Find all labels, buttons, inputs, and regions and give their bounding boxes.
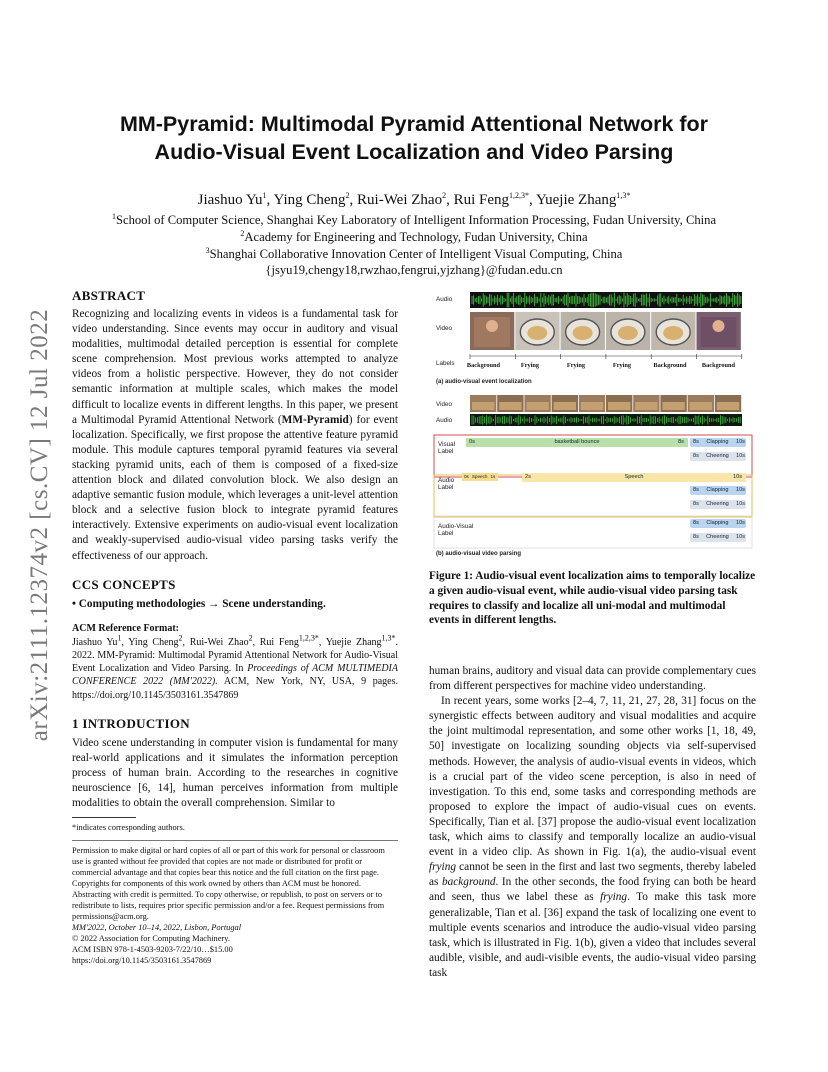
av-label-title: Audio-Visual Label bbox=[438, 523, 474, 537]
copyright: © 2022 Association for Computing Machinery. bbox=[72, 934, 230, 944]
author-emails: {jsyu19,chengy18,rwzhao,fengrui,yjzhang}@fudan.edu.cn bbox=[265, 263, 563, 277]
ref-author: Jiashuo Yu bbox=[72, 636, 118, 648]
audio-pill-2-text bbox=[693, 500, 745, 508]
acm-ref-text: Jiashuo Yu$^1$, Ying Cheng$^2$, Rui-Wei Zhao$^2$, Rui Feng$^{1,2,3*}$, Yuejie Zhang$^{1,3*}$. 2022. MM-Pyramid: Multimodal Pyramid Attentional Network for Audio-Visual Event Localization and Video Parsing. In Proceedings of ACM MULTIMEDIA CONFERENCE 2022 (MM'2022). ACM, New York, NY, USA, 9 pages. https://doi.org/10.1145/3503161.3547869 bbox=[72, 633, 399, 701]
title-line-2: Audio-Visual Event Localization and Video Parsing bbox=[154, 140, 674, 164]
ref-part: ACM, New York, NY, USA, 9 pages. https://doi.org/10.1145/3503161.3547869 bbox=[72, 676, 398, 701]
p2-em: background bbox=[441, 876, 496, 889]
pill-start: 8s bbox=[693, 520, 699, 526]
abstract-bold: MM-Pyramid bbox=[281, 413, 349, 426]
author-sup: 1,2,3* bbox=[509, 191, 530, 200]
video-frames-b bbox=[470, 395, 741, 412]
right-column bbox=[429, 664, 756, 981]
segment-label: Background bbox=[653, 362, 687, 369]
doi: https://doi.org/10.1145/3503161.3547869 bbox=[72, 956, 212, 966]
ref-author: Ying Cheng bbox=[128, 636, 179, 648]
frame-court bbox=[690, 402, 712, 410]
frame-court bbox=[662, 402, 684, 410]
visual-bar-end: 8s bbox=[678, 439, 684, 445]
audio-bar-name: Speech bbox=[624, 474, 644, 480]
frame-food bbox=[573, 326, 593, 340]
pill-end: 1s bbox=[490, 474, 496, 479]
author: Rui-Wei Zhao bbox=[357, 192, 443, 208]
arxiv-sidebar bbox=[20, 290, 60, 760]
author-sup: 1 bbox=[262, 191, 267, 200]
ref-author: Yuejie Zhang bbox=[325, 636, 382, 648]
segment-label: Frying bbox=[566, 362, 586, 369]
affil-text: Academy for Engineering and Technology, Fudan University, China bbox=[244, 230, 588, 244]
pill-end: 10s bbox=[735, 439, 745, 445]
ref-sup: 1,3* bbox=[381, 633, 396, 643]
author: Jiashuo Yu bbox=[197, 192, 263, 208]
pill-end: 10s bbox=[735, 453, 745, 459]
frame-person bbox=[486, 320, 498, 332]
row-label-video: Video bbox=[436, 325, 452, 332]
visual-pill-1-text bbox=[693, 438, 745, 446]
audio-pill-1-text bbox=[693, 486, 745, 494]
frame-court bbox=[499, 402, 521, 410]
affil-sup: 2 bbox=[240, 228, 245, 238]
visual-bar-name: basketball bounce bbox=[554, 439, 600, 445]
audio-small-text bbox=[464, 473, 495, 481]
figure-caption: Figure 1: Audio-visual event localization aims to temporally localize a given audio-visual event, while audio-visual video parsing task requires to classify and localize all uni-modal and multimodal events in different lengths. bbox=[429, 570, 756, 627]
caption-b: (b) audio-visual video parsing bbox=[436, 551, 522, 557]
video-frames-a bbox=[470, 312, 741, 350]
permission-block bbox=[72, 840, 398, 966]
pill-start: 0s bbox=[464, 474, 469, 479]
author-sup: 1,3* bbox=[616, 191, 631, 200]
intro-right-p2 bbox=[429, 694, 756, 981]
row-label-audio-b: Audio bbox=[436, 417, 453, 424]
ref-sup: 2 bbox=[248, 633, 253, 643]
pill-end: 10s bbox=[735, 487, 745, 493]
frame-person bbox=[713, 320, 725, 332]
isbn: ACM ISBN 978-1-4503-9203-7/22/10…$15.00 bbox=[72, 945, 233, 955]
p2-part: . In the other seconds, the food frying can both be heard and seen, thus we label these as bbox=[429, 876, 756, 904]
row-label-video-b: Video bbox=[436, 401, 452, 408]
affiliation bbox=[60, 246, 768, 262]
pill-start: 8s bbox=[693, 501, 699, 507]
pill-name: Cheering bbox=[706, 501, 729, 507]
frame-court bbox=[472, 402, 494, 410]
pill-name: Cheering bbox=[706, 534, 729, 540]
audio-waveform-b bbox=[470, 414, 742, 426]
audio-bar-end: 10s bbox=[733, 474, 743, 480]
author-list: Jiashuo Yu$^1$, Ying Cheng$^2$, Rui-Wei Zhao$^2$, Rui Feng$^{1,2,3*}$, Yuejie Zhang$^{1,3*}$ bbox=[197, 191, 631, 208]
row-label-audio: Audio bbox=[436, 296, 453, 303]
pill-name: Clapping bbox=[706, 439, 729, 445]
author: Rui Feng bbox=[453, 192, 510, 208]
segment-label: Frying bbox=[520, 362, 540, 369]
author-sup: 2 bbox=[345, 191, 350, 200]
av-pill-1-text bbox=[693, 519, 745, 527]
ccs-item: • Computing methodologies → Scene understanding. bbox=[72, 597, 326, 610]
p2-part: cannot be seen in the first and last two segments, thereby labeled as bbox=[429, 861, 756, 889]
row-label-labels: Labels bbox=[436, 360, 455, 367]
pill-end: 10s bbox=[735, 534, 745, 540]
venue-italic: MM'2022, October 10–14, 2022, Lisbon, Portugal bbox=[72, 923, 242, 933]
abstract-heading: ABSTRACT bbox=[72, 288, 146, 303]
footnote-rule bbox=[72, 817, 136, 818]
intro-heading: 1 INTRODUCTION bbox=[72, 715, 190, 731]
segment-ticks bbox=[470, 354, 742, 359]
frame-court bbox=[717, 402, 739, 410]
figure-1 bbox=[432, 290, 754, 560]
intro-left-text: Video scene understanding in computer vision is fundamental for many real-world applications and it simulates the information perception process of human brain. According to the researches in cognitive neuroscience [6, 14], human perceives information from multiple modalities to obtain the overall comprehension. Similar to bbox=[72, 736, 398, 810]
arxiv-id: arXiv:2111.12374v2 [cs.CV] 12 Jul 2022 bbox=[26, 308, 53, 742]
visual-label-title: Visual Label bbox=[438, 441, 456, 455]
audio-bar-start: 2s bbox=[525, 474, 531, 480]
pill-end: 10s bbox=[735, 520, 745, 526]
frame-court bbox=[635, 402, 657, 410]
left-column bbox=[72, 288, 398, 966]
pill-name: Speech bbox=[471, 474, 488, 479]
pill-name: Cheering bbox=[706, 453, 729, 459]
caption-a: (a) audio-visual event localization bbox=[436, 379, 532, 385]
intro-right-p1: human brains, auditory and visual data can provide complementary cues from different perspectives for machine video understanding. bbox=[429, 665, 756, 693]
abstract-text bbox=[72, 307, 398, 564]
affiliation bbox=[60, 229, 768, 245]
ref-sup: 1,2,3* bbox=[298, 633, 319, 643]
segment-label: Background bbox=[701, 362, 736, 369]
frame-court bbox=[554, 402, 576, 410]
paper-title bbox=[60, 110, 768, 166]
pill-start: 8s bbox=[693, 487, 699, 493]
pill-name: Clapping bbox=[706, 520, 729, 526]
p2-part: . To make this task more generalizable, Tian et al. [36] expand the task of localizing one event to multiple events scenarios and introduce the audio-visual video parsing task, which is illustrated in Fig. 1(b), given a video that includes several audible, visible, and audi-visible events, the audio-visual video parsing task bbox=[429, 891, 756, 979]
frame-court bbox=[526, 402, 548, 410]
affil-sup: 1 bbox=[111, 211, 116, 221]
abstract-part: Recognizing and localizing events in videos is a fundamental task for video understanding. Since events may occur in auditory and visual modalities, multimodal detailed perception is essential for complete scene comprehension. Most previous works attempted to analyze videos from a holistic perspective. However, they do not consider semantic information at multiple scales, which makes the model difficult to localize events in different lengths. In this paper, we present a Multimodal Pyramid Attentional Network ( bbox=[72, 308, 398, 426]
ref-sup: 2 bbox=[178, 633, 183, 643]
p2-em: frying bbox=[600, 891, 628, 904]
pill-start: 8s bbox=[693, 534, 699, 540]
av-pill-2-text bbox=[693, 533, 745, 541]
pill-name: Clapping bbox=[706, 487, 729, 493]
ref-author: Rui Feng bbox=[259, 636, 299, 648]
visual-bar-start: 0s bbox=[469, 439, 475, 445]
permission-text: Permission to make digital or hard copies of all or part of this work for personal or classroom use is granted without fee provided that copies are not made or distributed for profit or commercial advantage and that copies bear this notice and the full citation on the first page. Copyrights for components of this work owned by others than ACM must be honored. Abstracting with credit is permitted. To copy otherwise, or republish, to post on servers or to redistribute to lists, requires prior specific permission and/or a fee. Request permissions from permissions@acm.org. bbox=[72, 846, 385, 922]
segment-label: Background bbox=[466, 362, 501, 369]
abstract-part: ) for event localization. Specifically, we first propose the attentive feature pyramid module. This module captures temporal pyramid features via several stacking pyramid units, each of them is composed of a fixed-size attention block and dilated convolution block. We also design an adaptive semantic fusion module, which leverages a unit-level attention block and a selective fusion block to integrate pyramid features interactively. Extensive experiments on audio-visual event localization and weakly-supervised audio-visual video parsing tasks verify the effectiveness of our approach. bbox=[72, 413, 398, 562]
ccs-heading: CCS CONCEPTS bbox=[72, 576, 176, 592]
visual-pill-2-text bbox=[693, 452, 745, 460]
ref-sup: 1 bbox=[117, 633, 122, 643]
affil-text: School of Computer Science, Shanghai Key Laboratory of Intelligent Information Processing, Fudan University, China bbox=[115, 213, 717, 227]
pill-start: 8s bbox=[693, 439, 699, 445]
p2-em: frying bbox=[429, 861, 456, 874]
ref-author: Rui-Wei Zhao bbox=[189, 636, 249, 648]
acm-ref-heading: ACM Reference Format: bbox=[72, 622, 179, 634]
footnote: *indicates corresponding authors. bbox=[72, 823, 185, 833]
segment-label: Frying bbox=[612, 362, 632, 369]
frame-food bbox=[527, 326, 547, 340]
affil-text: Shanghai Collaborative Innovation Center of Intelligent Visual Computing, China bbox=[209, 247, 623, 261]
ref-venue: Proceedings of ACM MULTIMEDIA CONFERENCE 2022 (MM'2022). bbox=[72, 663, 398, 688]
frame-food bbox=[618, 326, 638, 340]
author: Yuejie Zhang bbox=[535, 192, 617, 208]
frame-court bbox=[581, 402, 603, 410]
permission-venue bbox=[72, 922, 398, 933]
pill-end: 10s bbox=[735, 501, 745, 507]
affil-sup: 3 bbox=[205, 245, 210, 255]
frame-food bbox=[663, 326, 683, 340]
affiliation bbox=[60, 212, 768, 228]
author-sup: 2 bbox=[442, 191, 447, 200]
audio-label-title: Audio Label bbox=[438, 477, 455, 491]
frame-court bbox=[608, 402, 630, 410]
author: Ying Cheng bbox=[273, 192, 346, 208]
title-line-1: MM-Pyramid: Multimodal Pyramid Attentional Network for bbox=[119, 112, 709, 136]
ref-part: . 2022. MM-Pyramid: Multimodal Pyramid Attentional Network for Audio-Visual Event Localization and Video Parsing. In bbox=[72, 636, 399, 675]
p2-part: In recent years, some works [2–4, 7, 11, 21, 27, 28, 31] focus on the synergistic effects between auditory and visual modalities and acquire the joint multimodal representation, and some other works [1, 18, 49, 50] investigate on localizing sounding objects via self-supervised methods. However, the analysis of audio-visual events in videos, which is a crucial part of the video scene perception, is also in need of investigation. To this end, some tasks and corresponding methods are proposed to explore the impact of audio-visual cues on events. Specifically, Tian et al. [37] propose the audio-visual event localization task, which aims to classify and temporally localize an audio-visual event in a video clip. As shown in Fig. 1(a), the audio-visual event bbox=[429, 695, 756, 859]
pill-start: 8s bbox=[693, 453, 699, 459]
